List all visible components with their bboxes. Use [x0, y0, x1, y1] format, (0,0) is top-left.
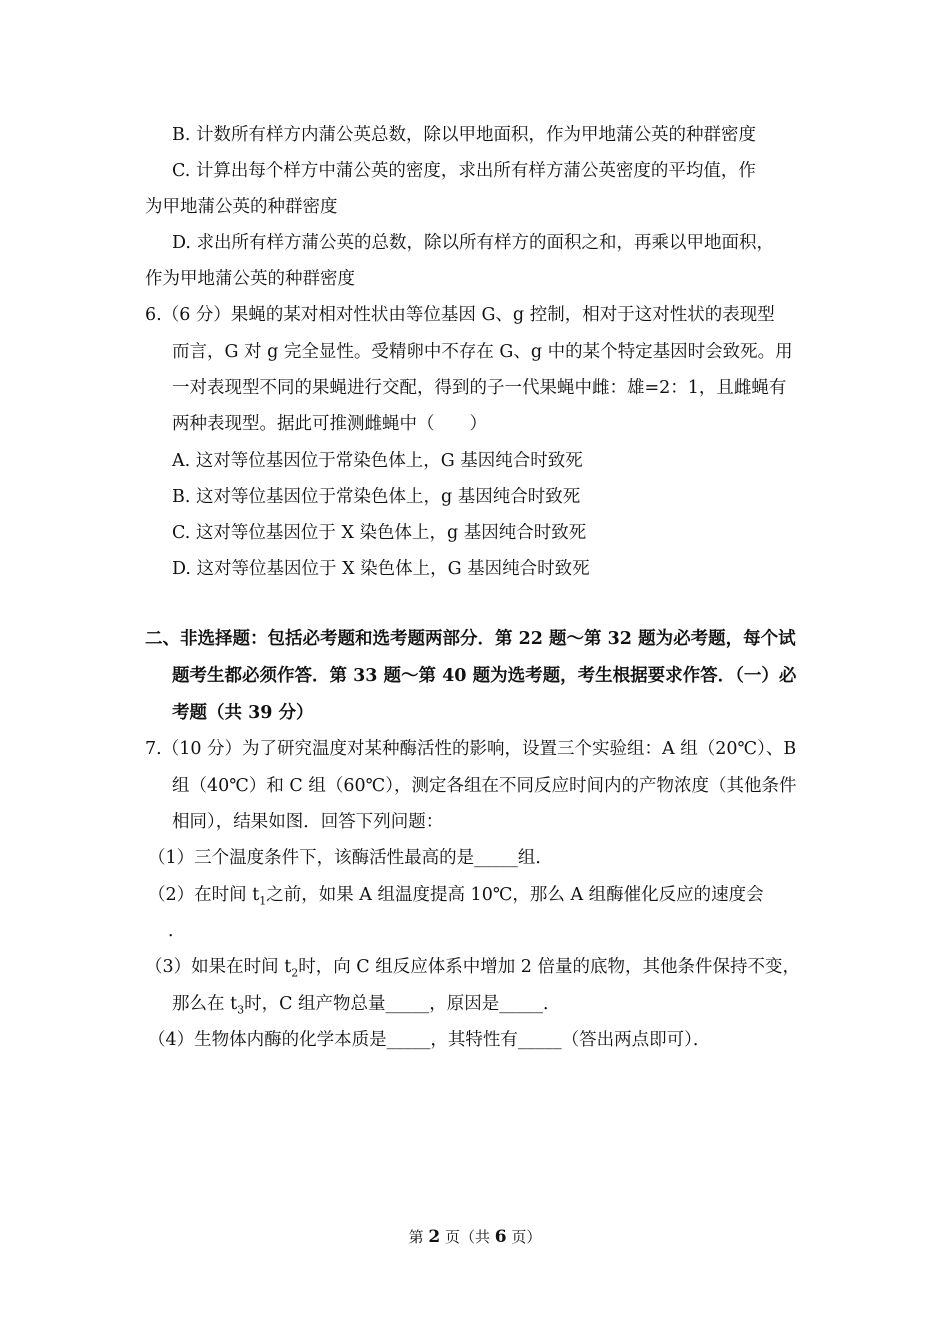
q7-sub-question-4: （4）生物体内酶的化学本质是_____，其特性有_____（答出两点即可）．	[148, 1030, 711, 1050]
footer-middle: 页（共	[440, 1228, 495, 1246]
q5-option-d: D. 求出所有样方蒲公英的总数，除以所有样方的面积之和，再乘以甲地面积，	[172, 233, 775, 253]
q7-sub2-text-a: （2）在时间 t	[148, 885, 260, 905]
q6-option-a: A. 这对等位基因位于常染色体上，G 基因纯合时致死	[172, 451, 583, 471]
q7-sub3-line2-text-b: 时，C 组产物总量_____，原因是_____．	[244, 994, 561, 1014]
q6-stem-line-4: 两种表现型。据此可推测雌蝇中（ ）	[172, 414, 487, 434]
section-2-line-2: 题考生都必须作答．第 33 题～第 40 题为选考题，考生根据要求作答．（一）必	[172, 666, 797, 686]
q7-stem-line-1: 7.（10 分）为了研究温度对某种酶活性的影响，设置三个实验组：A 组（20℃）、B	[145, 739, 797, 759]
q7-sub3-text-a: （3）如果在时间 t	[145, 957, 292, 977]
q7-sub3-text-b: 时，向 C 组反应体系中增加 2 倍量的底物，其他条件保持不变，	[298, 957, 801, 977]
q7-stem-line-3: 相同），结果如图．回答下列问题：	[172, 812, 444, 832]
q7-sub-question-2	[148, 883, 764, 914]
footer-suffix: 页）	[506, 1228, 542, 1246]
q7-stem-line-2: 组（40℃）和 C 组（60℃），测定各组在不同反应时间内的产物浓度（其他条件	[172, 776, 797, 796]
q6-option-c: C. 这对等位基因位于 X 染色体上，g 基因纯合时致死	[172, 523, 587, 543]
q7-sub2-text-b: 之前，如果 A 组温度提高 10℃，那么 A 组酶催化反应的速度会	[266, 885, 764, 905]
q5-option-c: C. 计算出每个样方中蒲公英的密度，求出所有样方蒲公英密度的平均值，作	[172, 161, 756, 181]
q7-sub-question-2-cont: ．	[168, 921, 186, 941]
q6-stem-line-3: 一对表现型不同的果蝇进行交配，得到的子一代果蝇中雌：雄=2：1，且雌蝇有	[172, 378, 787, 398]
q5-option-c-cont: 为甲地蒲公英的种群密度	[145, 197, 338, 217]
q6-stem-line-1: 6.（6 分）果蝇的某对相对性状由等位基因 G、g 控制，相对于这对性状的表现型	[145, 305, 775, 325]
q7-sub-question-1: （1）三个温度条件下，该酶活性最高的是_____组．	[148, 848, 553, 868]
footer-total-pages: 6	[494, 1227, 507, 1247]
q5-option-b: B. 计数所有样方内蒲公英总数，除以甲地面积，作为甲地蒲公英的种群密度	[172, 125, 756, 145]
q7-sub3-subscript: 2	[291, 966, 299, 980]
q7-sub3-line2-subscript: 3	[237, 1003, 245, 1017]
q5-option-d-cont: 作为甲地蒲公英的种群密度	[145, 269, 355, 289]
page-footer	[0, 1226, 950, 1248]
q7-sub-question-3	[145, 955, 800, 986]
footer-prefix: 第	[408, 1228, 429, 1246]
footer-page-number: 2	[428, 1227, 441, 1247]
q7-sub2-subscript: 1	[259, 894, 267, 908]
q7-sub-question-3-cont	[172, 992, 561, 1023]
q6-stem-line-2: 而言，G 对 g 完全显性。受精卵中不存在 G、g 中的某个特定基因时会致死。用	[172, 342, 793, 362]
q7-sub3-line2-text-a: 那么在 t	[172, 994, 238, 1014]
section-2-line-1: 二、非选择题：包括必考题和选考题两部分．第 22 题～第 32 题为必考题，每个试	[145, 629, 796, 649]
section-2-line-3: 考题（共 39 分）	[172, 703, 314, 723]
q6-option-b: B. 这对等位基因位于常染色体上，g 基因纯合时致死	[172, 487, 581, 507]
q6-option-d: D. 这对等位基因位于 X 染色体上，G 基因纯合时致死	[172, 559, 590, 579]
